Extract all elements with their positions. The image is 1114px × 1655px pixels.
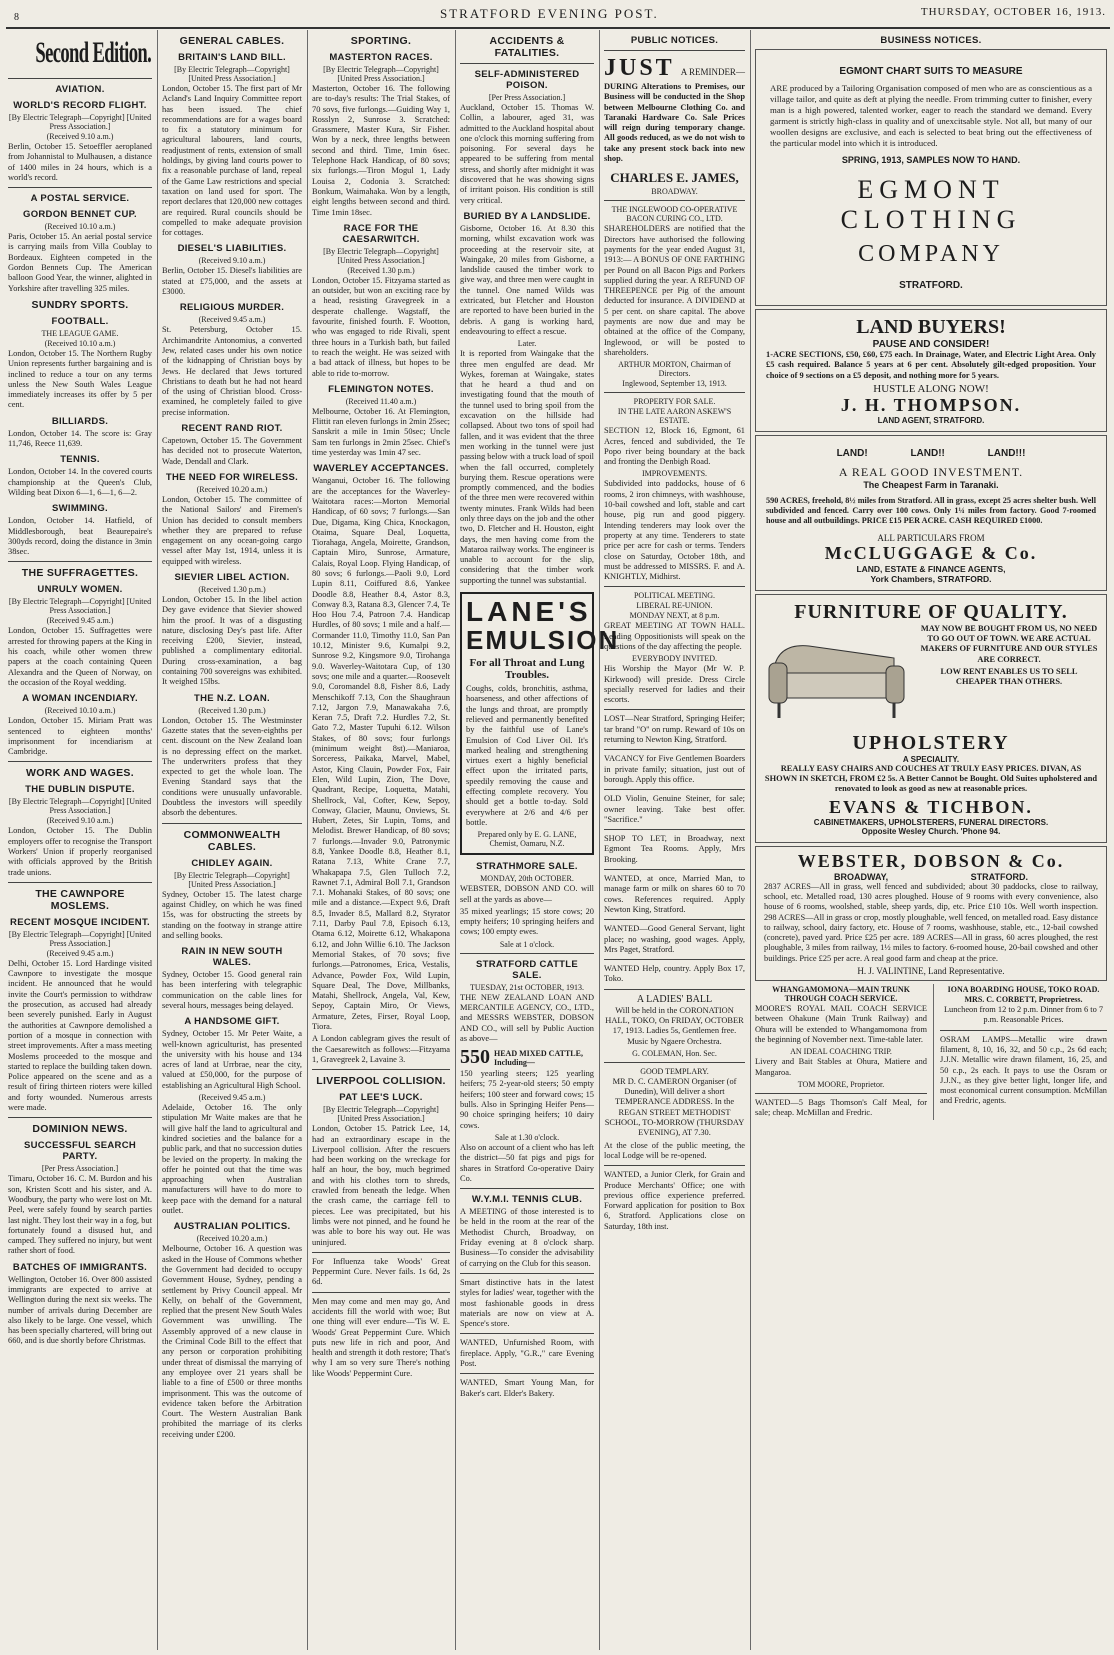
notice-heading: PROPERTY FOR SALE. [633, 397, 716, 407]
classified-ad: WANTED, at once, Married Man, to manage farm or milk on shares 60 to 70 cows. References required. Apply Newton King, Stratford. [604, 874, 745, 914]
article-body: Sydney, October 15. The latest charge against Chidley, on which he was fined 15s, was for obstructing the streets by standing on the footway in strange attire and selling books. [162, 889, 302, 940]
subheadline: FOOTBALL. [51, 315, 109, 327]
notice-heading: GOOD TEMPLARY. [640, 1066, 709, 1076]
advertiser-address: BROADWAY. [651, 187, 698, 197]
ad-address: BROADWAY, STRATFORD. [833, 871, 1028, 882]
headline: RECENT RAND RIOT. [181, 423, 283, 435]
ad-tagline: For all Throat and Lung Troubles. [469, 657, 585, 682]
column-4 [460, 30, 620, 1650]
headline: GENERAL CABLES. [179, 35, 285, 47]
notice-body: SECTION 12, Block 16, Egmont, 61 Acres, fenced and subdivided, the Te Popo river being boundary at the back and fronting the Denbigh Road. [604, 426, 745, 467]
ad-body: LOW RENT ENABLES US TO SELL CHEAPER THAN OTHERS. [940, 666, 1078, 687]
ad-body: 2837 ACRES—All in grass, well fenced and subdivided; about 30 paddocks, close to railway, school, etc. Metalled road, 130 acres ploughed. House of 9 rooms with every convenience, also house of 6 rooms, woolshed, stable, sheep yards, dip, etc. Price £10 10s. Well worth inspection. 298 ACRES—All in grass or crop, mostly ploughable, well fenced, on metalled road. Easy distance to railway, school, dairy factory, etc. House of 7 rooms, washhouse, stable, etc., 12-bail cowshed (concrete), paved yard. Price £25 per acre. 189 ACRES—All in grass, 60 acres ploughed, the rest ploughable, 3 miles from railway, 1½ miles to factory. 6-roomed house, 20-bail cowshed and other buildings. Price £25 per acre. A real good farm and cheap at the price. [764, 881, 1099, 963]
column-rule [455, 30, 456, 1650]
ad-body: Livery and Bait Stables at Ohura, Matiere and Mangaroa. [755, 1057, 927, 1077]
classified-ad: WANTED—Good General Servant, light place; no washing, good wages. Apply, Mrs Paget, Stratford. [604, 924, 745, 954]
ad-subheading: A SPECIALITY. [902, 754, 960, 764]
headline: THE N.Z. LOAN. [194, 692, 270, 704]
masthead-rule [6, 27, 1110, 29]
subheadline: WORLD'S RECORD FLIGHT. [13, 100, 147, 111]
notice-date: Inglewood, September 13, 1913. [622, 379, 727, 389]
received-line: (Received 10.20 a.m.) [196, 484, 268, 494]
article-body: THE NEW ZEALAND LOAN AND MERCANTILE AGENCY, CO., LTD., and MESSRS WEBSTER, DOBSON AND CO., will sell by Public Auction as above— [460, 992, 594, 1043]
source-line: [By Electric Telegraph—Copyright] [United Press Association.] [174, 65, 290, 83]
source-line: [By Electric Telegraph—Copyright] [United Press Association.] [323, 1105, 439, 1124]
classified-ad: SHOP TO LET, in Broadway, next Egmont Tea Rooms. Apply, Mrs Brooking. [604, 834, 745, 864]
headline: BURIED BY A LANDSLIDE. [463, 210, 591, 222]
classified-ad: WANTED Help, country. Apply Box 17, Toko. [604, 964, 745, 984]
ad-subheading: The Cheapest Farm in Taranaki. [863, 479, 999, 490]
ad-body: Luncheon from 12 to 2 p.m. Dinner from 6 to 7 p.m. Reasonable Prices. [943, 1005, 1104, 1025]
headline: A WOMAN INCENDIARY. [22, 693, 138, 705]
classified-ad: OLD Violin, Genuine Steiner, for sale; owner leaving. Take best offer. "Sacrifice." [604, 794, 745, 824]
article-body: Sydney, October 15. Good general rain has been interfering with telegraphic communication on the cable lines for several hours, messages being delayed. [162, 970, 302, 1010]
classified-ad: OSRAM LAMPS—Metallic wire drawn filament, 8, 10, 16, 32, and 50 c.p., 2s 6d each; J.J.N. Metallic wire drawn filament, 16, 25, and 50 c.p., 2s each. It pays to use the Osram or J.J.N., as they give better light, longer life, and most economical current consumption. McMillan and Fredric, agents. [940, 1034, 1107, 1106]
article-body: London, October 15. The Northern Rugby Union represents further bargaining and is inclined to reduce a tour on any terms unless the New South Wales League immediately increases its offer by 5 per cent. [8, 348, 152, 410]
ad-subheading: PAUSE AND CONSIDER! [872, 339, 990, 350]
sale-time: Sale at 1.30 o'clock. [494, 1132, 560, 1142]
source-line: [By Electric Telegraph—Copyright] [United Press Association.] [8, 597, 152, 616]
notice-signature: ARTHUR MORTON, Chairman of Directors. [618, 360, 731, 379]
article-body: WEBSTER, DOBSON AND CO. will sell at the yards as above— [460, 884, 594, 904]
column-rule [750, 30, 751, 1650]
ad-text: ALL PARTICULARS FROM [877, 532, 985, 543]
article-body: London, October 15. Patrick Lee, 14, had an extraordinary escape in the Liverpool collision. After the rescuers had been working on the wreckage for half an hour, the boy, much begrimed and with his clothes torn to shreds, crawled from beneath the ledge. When the crash came, the carriage fell to pieces. Lee was precipitated, but his limbs were not pinned, and he found he was able to bore his way out. He was uninjured. [312, 1124, 450, 1247]
received-line: (Received 1.30 p.m.) [198, 705, 266, 715]
ad-brand: McCLUGGAGE & Co. [824, 542, 1038, 563]
headline: RACE FOR THE CAESARWITCH. [342, 222, 420, 245]
article-body: Gisborne, October 16. At 8.30 this morning, whilst excavation work was proceeding at the reservoir site, at Waingake, 20 miles from Gisborne, a landslide caused the timber work to give way, and three men were caught in the tunnel. One named Wilds was extricated, but Fletcher and Houston are reported to have been buried in the debris. A gang is working hard, endeavouring to effect a rescue. [460, 223, 594, 336]
ad-subheading: AN IDEAL COACHING TRIP. [790, 1047, 892, 1057]
notice-subheading: LIBERAL RE-UNION. [636, 601, 713, 611]
page-number: 8 [14, 12, 19, 23]
article-body: Auckland, October 15. Thomas W. Collin, a labourer, aged 31, was admitted to the Auckland hospital about one o'clock this morning suffering from poisoning. For several days he appeared to be suffering from mental stress, and shortly after midnight it was discovered that he was showing signs of irritant poison. His condition is still very critical. [460, 103, 594, 205]
headline: BATCHES OF IMMIGRANTS. [12, 1261, 148, 1273]
classified-ad: WANTED, Unfurnished Room, with fireplace. Apply, "G.R.," care Evening Post. [460, 1338, 594, 1369]
notice-body: At the close of the public meeting, the local Lodge will be re-opened. [604, 1140, 745, 1160]
ad-body: 590 ACRES, freehold, 8½ miles from Stratford. All in grass, except 25 acres shelter bush. Well subdivided and fenced. Carry over 100 cows. Only 1¼ miles from factory. Good 7-roomed house and all outbuildings. PRICE £15 PER ACRE. CASH REQUIRED £1000. [766, 495, 1096, 526]
headline: SUNDRY SPORTS. [31, 298, 129, 311]
divan-sketch-icon [764, 628, 914, 728]
headline: AVIATION. [55, 84, 105, 95]
land-buyers-ad [755, 309, 1107, 432]
headline: FLEMINGTON NOTES. [328, 383, 434, 395]
subheadline: MASTERTON RACES. [329, 52, 433, 63]
article-body: Adelaide, October 16. The only stipulation Mr Waite makes are that he will give half the land to agricultural and kindred societies and the balance for a public park, and that no succession duties be levied on the property. In making the offer he pointed out that the time was approaching when Australian manufacturers will have to do more to keep pace with the demand for a natural outlet. [162, 1103, 302, 1216]
article-body: Masterton, October 16. The following are to-day's results: The Trial Stakes, of 70 sovs, five furlongs.—Guiding Way 1, Rosslyn 2, Sunrose 3. Scratched: Grassmere, Master Kura, Sir Fisher. Won by a neck, three lengths between second and third. Time, 1min 6sec. Telephone Hack Handicap, of 80 sovs; six furlongs.—Tiron Mogul 1, Lady Louisa 2, Codonia 3. Scratched: Bonkum, Waimahaka. Won by a length, eight lengths between second and third. Time 1min 18sec. [312, 84, 450, 217]
source-line: [By Electric Telegraph—Copyright] [United Press Association.] [8, 113, 152, 131]
article-body: London, October 15. The Westminster Gazette states that the seven-eighths per cent. discount on the New Zealand loan is no depressing effect on the market. The underwriters profess that they expected to get the whole loan. The Evening Standard says that the conditions were unusually unfavorable. Doubtless the investors will speedily absorb the debentures. [162, 715, 302, 818]
column-rule [307, 30, 308, 1650]
section-header: BUSINESS NOTICES. [880, 35, 982, 46]
headline: AUSTRALIAN POLITICS. [173, 1221, 291, 1233]
source-line: [Per Press Association.] [488, 93, 566, 102]
ad-product: EMULSION [466, 625, 620, 656]
subheadline: UNRULY WOMEN. [37, 584, 123, 596]
advert-verse: Men may come and men may go, And accidents fill the world with woe; But one thing will ever endure—'Tis W. E. Woods' Great Peppermint Cure. Which puts new life in rich and poor, And health and strength it doth restore; That's why I am so very sure There's nothing like Woods' Peppermint Cure. [312, 1296, 450, 1378]
headline: DOMINION NEWS. [32, 1123, 128, 1136]
column-6 [755, 30, 1107, 1650]
egmont-clothing-ad [755, 49, 1107, 306]
classified-ad: WANTED, a Junior Clerk, for Grain and Produce Merchants' Office; one with previous office experience preferred. Forward application for position to Box 6, Stratford. Applications close on Saturday, 18th inst. [604, 1170, 745, 1231]
second-edition-title: Second Edition. [35, 36, 152, 69]
ad-signature: TOM MOORE, Proprietor. [797, 1079, 885, 1089]
subheadline: SUCCESSFUL SEARCH PARTY. [23, 1140, 137, 1163]
ad-body: Coughs, colds, bronchitis, asthma, hoarseness, and other affections of the lungs and throat, are promptly relieved and permanently benefited by the faithful use of Lane's Emulsion of Cod Liver Oil. It's marked healing and strengthening virtues exert a highly beneficial effect upon the irritated parts, speedily removing the cause and effecting complete recovery. You should get a bottle to-day. Sold everywhere at 2/6 and 4/6 per bottle. [466, 684, 588, 827]
subheadline: THE LEAGUE GAME. [41, 328, 119, 338]
article-body: London, October 15. Fitzyama started as an outsider, but won an exciting race by a head, resisting Gravegreek in a desperate challenge. Wagstaff, the favourite, finished fourth. F. Wootton, who was engaged to ride Rivali, spent three hours in a Turkish bath, but failed to reach the weight. He was seized with a bad attack of illness, but hopes to be able to ride to-morrow. [312, 275, 450, 378]
furniture-ad [755, 594, 1107, 843]
headline: DIESEL'S LIABILITIES. [177, 243, 287, 255]
headline: THE NEED FOR WIRELESS. [165, 471, 299, 483]
ad-body: MAY NOW BE BOUGHT FROM US, NO NEED TO GO OUT OF TOWN. WE ARE ACTUAL MAKERS OF FURNITURE AND OUR STYLES ARE CORRECT. [920, 623, 1098, 664]
column-rule [157, 30, 158, 1650]
cattle-count: 550 [460, 1046, 490, 1069]
article-body: London, October 15. Miriam Pratt was sentenced to eighteen months' imprisonment for incendiarism at Cambridge. [8, 716, 152, 757]
headline: A HANDSOME GIFT. [184, 1016, 280, 1028]
article-body: London, October 15. The committee of the National Sailors' and Firemen's Union has decided to consult members whether they are prepared to refuse engagement on any ocean-going cargo vessel after May 1st, 1914, unless it is equipped with wireless. [162, 494, 302, 566]
sale-date: MONDAY, 20th OCTOBER. [480, 874, 574, 884]
article-body: Berlin, October 15. Diesel's liabilities are stated at £75,000, and the assets at £3000. [162, 266, 302, 297]
notice-heading: POLITICAL MEETING. [633, 591, 716, 601]
sale-items: 150 yearling steers; 125 yearling heifers; 75 2-year-old steers; 50 empty heifers; 100 steer and forward cows; 15 bulls. Also in Springing Heifer Pens—90 choice springing heifers; 10 dairy cows. [460, 1069, 594, 1130]
article-body: Delhi, October 15. Lord Hardinge visited Cawnpore to investigate the mosque incident. He announced that he would invite the Court's permission to withdraw the prosecution, as accused had already been severely punished. Early in August the authorities at Cawnpore demolished a portion of a mosque in connection with street improvements. After a mass meeting Moslems proceeded to the mosque and started to replace the building taken down. Police appeared on the scene and as a result of firing thirteen rioters were killed and forty wounded. Numerous arrests were made. [8, 958, 152, 1113]
ad-address: Opposite Wesley Church. 'Phone 94. [861, 826, 1001, 836]
ad-body: ARE produced by a Tailoring Organisation composed of men who are as conscientious as a village tailor, and quite as deft at plying the needle. From trimming cutter to finisher, every man is a high powered, talented worker, eager to reach the standard we demand. Every garment is strictly high-class in quality and of unexcitsable style. Not all, but many of our woollen designs are exclusive, and each is selected to beat bring out the effectiveness of the particular model into which it is introduced. [770, 83, 1092, 148]
headline: A POSTAL SERVICE. [30, 193, 130, 205]
headline: THE SUFFRAGETTES. [21, 567, 139, 580]
received-line: (Received 11.40 a.m.) [345, 396, 417, 406]
article-body: It is reported from Waingake that the three men engulfed are dead. Mr Wykes, foreman at Waingake, states that he heard a thud and on investigating found that the mouth of the tunnel used to bring spoil from the excavation on the hillside had collapsed. About two tons of spoil had fallen, and it was evident that the three men working in the tunnel were just passing below with a truck load of spoil when the fall occurred, completely burying them. Rescue operations were promptly commenced, and the bodies of the three men were recovered within twenty minutes. Frank Wilds had been only three days on the job and the other two, D. Fletcher and H. Houston, eight days, the men having come from the Mataroa railway works. The engineer is unable to account for the slip, considering that the timber work supporting the tunnel was substantial. [460, 349, 594, 585]
subheadline: GORDON BENNET CUP. [23, 209, 137, 221]
ad-subheading: LAND, ESTATE & FINANCE AGENTS, [856, 563, 1006, 574]
classified-ad: LOST—Near Stratford, Springing Heifer; tar brand "O" on rump. Reward of 10s on returning to Newton King, Stratford. [604, 714, 745, 745]
headline: WAVERLEY ACCEPTANCES. [313, 463, 449, 475]
ad-address: STRATFORD. [899, 280, 963, 291]
received-line: (Received 10.10 a.m.) [44, 338, 116, 348]
notice-body: DURING Alterations to Premises, our Business will be conducted in the Shop between Melbourne Clothing Co. and Taranaki Hardware Co. Sale Prices will reign during temporary change. All goods reduced, as we do not wish to take any present stock back into new shop. [604, 82, 745, 164]
headline: W.Y.M.I. TENNIS CLUB. [471, 1194, 583, 1206]
masthead [0, 0, 1114, 26]
article-body: Melbourne, October 16. A question was asked in the House of Commons whether the Government had decided to occupy Government House, Sydney, pending a settlement by Privy Council appeal. Mr Kelly, on behalf of the Government, replied that the present New South Wales Government was unwilling. The Assembly approved of a new clause in the Criminal Code Bill to the effect that any person or corporation prohibiting under threat of dismissal the marrying of any employee over 21 years shall be liable to a fine of £500 or three months imprisonment. This was the outcome of evidence taken before the Arbitration Court. The Western Australian Bank prohibited the marriage of its clerks receiving under £200. [162, 1244, 302, 1439]
headline: WORK AND WAGES. [26, 767, 134, 780]
ad-heading: FURNITURE OF QUALITY. [794, 600, 1068, 623]
article-body: Paris, October 15. An aerial postal service is carrying mails from Villa Coublay to Bordeaux. Eighteen competed in the Gordon Bennets Cup. The American balloon Good Year, the winner, alighted in Yorkshire after travelling 325 miles. [8, 232, 152, 293]
article-body: London, October 15. The Dublin employers offer to recognise the Transport Workers' Union if properly reorganised with officials approved by the British trade unions. [8, 826, 152, 877]
notice-subheading: IN THE LATE AARON ASKEW'S ESTATE. [617, 407, 732, 426]
ad-subheading: CABINETMAKERS, UPHOLSTERERS, FUNERAL DIRECTORS. [813, 817, 1049, 827]
coach-service-ad [755, 984, 927, 1120]
column-3 [312, 30, 450, 1650]
article-body: London, October 14. In the covered courts championship at the Queen's Club, Wilding beat Dixon 6—1, 6—1, 6—2. [8, 467, 152, 497]
article-body: Berlin, October 15. Setoeffler aeroplaned from Johannistal to Mulhausen, a distance of 1400 miles in 24 hours, which is a world's record. [8, 142, 152, 182]
notice-subheading: EVERYBODY INVITED. [631, 654, 718, 664]
ad-body: MOORE'S ROYAL MAIL COACH SERVICE between Ohakune (Main Trunk Railway) and Ohura will be extended to Whangamomona from the beginning of November next. Time-table later. [755, 1004, 927, 1044]
received-line: (Received 10.20 a.m.) [196, 1234, 268, 1244]
article-body: Wanganui, October 16. The following are the acceptances for the Waverley-Waitotara races:—Morton Memorial Handicap, of 60 sovs; 7 furlongs.—San Due, Digama, King Chica, Knockagon, Otaima, Square Deal, Loquetta, Tiorahaga, Angela, Moirette, Grandson, Captain Miro, Sunrose, Armature, Calais, Royal Loop. Flying Handicap, of 80 sovs; 6 furlongs.—Paoli 9.0, Lord Lupin 8.11, Coiffured 8.6, Yankee Doodle 8.8, Heather 8.4, Astor 8.3, Conway 8.3, Ratana 8.3, Glencer 7.4, Te Hoo Hou 7.4, Patroon 7.4. Handicap Hurdles, of 80 sovs; 1 mile and a half.—Cormander 11.0, Timothy 11.0, San Pan 10.12, Minister 9.6, Kumalpi 9.2, Sunrose 9.2, Kingsmore 9.0, Tirohanga 9.0. Waverley-Waitotara Cup, of 130 sovs; one mile and a quarter.—Roosevelt 9.0, Coromandel 8.8, Fisher 8.6, Lady Menschikoff 7.13, Con the Shaughraun 7.12, Jargon 7.9, Manawakaha 7.6, Keran 7.5, Draft 7.2. Hurdles 7.2, St. Gato 7.2, Master Tupuhi 6.12. Wilson Stakes, of 80 sovs; four furlongs (minimum weight 8st).—Maniaroa, Sorceress, Paikaka, Marvel, Mabel, Astor, King Clauin, Powder Fox, Fair Elen, Wild Lupin, Zion, The Dove, Quadrant, Recipe, Loquetta, Matahi, Shellrock, Val, Cofter, Kew, Sepoy, Conway, Glacier, Maunu, Onviews, St. Hubert, Zetes, Sir Lupin, Toms, and Melodist. Brewer Handicap, of 80 sovs; 7 furlongs.—Invader 9.0, Patronymic 8.8, Yankee Doodle 8.8, Heather 8.1, Ratana 7.13, White Crane 7.7, Whakapapa 7.5, Glen Tulloch 7.2, Rawnet 7.1, Admiral Boll 7.1, Grandson 7.1. Mohanaki Stakes, of 80 sovs; one mile and a distance.—Expect 9.6, Draft 8.5, Invader 8.5, Mallard 8.2, Styrator 7.11, Darby Paul 7.8, Episoch 6.13, Otama 6.12, Moirette 6.12, Whakapona 6.12, and John Willie 6.10. The Jackson Memorial Stakes, of 70 sovs; five furlongs.—Patronomes, Erica, Vestalis, Advance, Powder Fox, Wild Lupin, Square Deal, The Dove, Millbanks, Matahi, Shellrock, Angela, Val, Kew, Sepoy, Captain Miro, Or Views, Armature, Zetes, Firser, Royal Loop, Tiora. [312, 476, 450, 1032]
ad-brand: WEBSTER, DOBSON & Co. [797, 850, 1065, 871]
article-body: London, October 15. The first part of Mr Acland's Land Inquiry Committee report has been issued. The chief recommendations are for a wages board to fix a statutory minimum for agricultural labourers, land courts, readjustment of rents, extension of small holdings, by giving land courts power to fix a reasonable purchase of land, repeal of the Game Law restrictions and special taxation on land used for sport. The report declares that 120,000 new cottages are required. Rural councils should be compelled to make adequate provision for cottages. [162, 84, 302, 238]
classified-ad: WANTED, Smart Young Man, for Baker's cart. Elder's Bakery. [460, 1378, 594, 1398]
ad-subheading: A REAL GOOD INVESTMENT. [838, 464, 1024, 479]
article-body: Melbourne, October 16. At Flemington, Flittit ran eleven furlongs in 2min 25sec; Sanskrit a mile in 1min 50sec; Uncle Sam ten furlongs in 2min 25sec. Chief's time yesterday was 1min 47 sec. [312, 406, 450, 458]
lanes-emulsion-ad [460, 592, 620, 855]
sale-items: 35 mixed yearlings; 15 store cows; 20 empty heifers; 10 springing heifers and cows; 100 empty ewes. [460, 906, 594, 937]
column-5 [604, 30, 745, 1650]
classified-ad: VACANCY for Five Gentlemen Boarders in private family; situation, just out of borough. Apply this office. [604, 754, 745, 784]
subheadline: BILLIARDS. [51, 415, 109, 427]
webster-dobson-ad [755, 846, 1107, 981]
notice-body: GREAT MEETING AT TOWN HALL. Leading Oppositionists will speak on the questions of the day affecting the people. [604, 621, 745, 651]
ad-brand: LANE'S [466, 596, 592, 628]
ad-body: REALLY EASY CHAIRS AND COUCHES AT TRULY EASY PRICES. DIVAN, AS SHOWN IN SKETCH, FROM £2 5s. A Better Cannot be Bought. Old Suites upholstered and renovated to look as good as new at reasonable prices. [764, 763, 1098, 794]
issue-date: THURSDAY, OCTOBER 16, 1913. [920, 6, 1106, 18]
headline: SIEVIER LIBEL ACTION. [174, 571, 290, 583]
ad-brand: UPHOLSTERY [852, 731, 1010, 754]
headline: COMMONWEALTH CABLES. [183, 828, 281, 853]
headline: RAIN IN NEW SOUTH WALES. [181, 946, 283, 969]
article-body: London, October 15. Suffragettes were arrested for throwing papers at the King in his coach, while other women threw papers at the coach containing Queen Alexandra and the Queen of Norway, on the occasion of the Royal wedding. [8, 626, 152, 687]
source-line: [By Electric Telegraph—Copyright] [United Press Association.] [8, 797, 152, 816]
ad-brand: EGMONT CLOTHING [840, 175, 1022, 234]
headline: LIVERPOOL COLLISION. [316, 1075, 446, 1088]
article-body: A London cablegram gives the result of the Caesarewitch as follows:—Fitzyama 1, Gravegreek 2, Lavaine 3. [312, 1034, 450, 1064]
subheadline: RECENT MOSQUE INCIDENT. [10, 916, 150, 928]
advertiser-name: CHARLES E. JAMES, [610, 170, 739, 186]
article-body: Sydney, October 15. Mr Peter Waite, a well-known agriculturist, has presented the university with his house and 134 acres of land at Urrbrae, near the city, valued at £50,000, for the purpose of establishing an Agricultural High School. [162, 1029, 302, 1090]
source-line: [By Electric Telegraph—Copyright] [United Press Association.] [323, 246, 439, 265]
advert-text: For Influenza take Woods' Great Peppermint Cure. Never fails. 1s 6d, 2s 6d. [312, 1256, 450, 1287]
classified-ad: WANTED—5 Bags Thomson's Calf Meal, for sale; cheap. McMillan and Fredric. [755, 1097, 927, 1118]
ad-brand: J. H. THOMPSON. [840, 394, 1022, 415]
subheadline: CHIDLEY AGAIN. [191, 857, 273, 869]
sale-date: TUESDAY, 21st OCTOBER, 1913. [469, 982, 585, 992]
received-line: (Received 9.45 a.m.) [46, 948, 114, 958]
article-body: Capetown, October 15. The Government has decided not to prosecute Waterton, Wade, Dendall and Clark. [162, 436, 302, 466]
source-line: [By Electric Telegraph—Copyright] [United Press Association.] [323, 65, 439, 83]
article-body: St. Petersburg, October 15. Archimandrite Antonomius, a converted Jew, related cases under his own notice of the kidnapping of Christian boys by Jews. He declared that Jews tortured Christians to death but he had not heard of the using of Christian blood. Cross-examined, he completely failed to give precise information. [162, 325, 302, 417]
received-line: (Received 9.45 a.m.) [198, 1093, 266, 1103]
received-line: (Received 10.10 a.m.) [44, 706, 116, 716]
source-line: [By Electric Telegraph—Copyright] [United Press Association.] [174, 870, 290, 889]
received-line: (Received 9.10 a.m.) [46, 132, 114, 141]
headline: THE CAWNPORE MOSLEMS. [35, 887, 125, 912]
headline: STRATHMORE SALE. [476, 861, 578, 873]
section-header: ACCIDENTS & FATALITIES. [489, 35, 565, 59]
article-body: Timaru, October 16. C. M. Burdon and his son, Kristen Scott and his sister, and A. Woodbury, the party who were lost on Mt. Peel, were safely found by search parties last night. They lost their way in a fog, but fortunately found a disused hut, and camped. They suffered no injury, but went rather short of food. [8, 1174, 152, 1256]
notice-heading: THE INGLEWOOD CO-OPERATIVE BACON CURING CO., LTD. [611, 205, 738, 224]
headline: STRATFORD CATTLE SALE. [475, 958, 579, 981]
ad-heading: EGMONT CHART SUITS TO MEASURE [839, 66, 1023, 77]
ad-subheading: MRS. C. CORBETT, Proprietress. [964, 995, 1083, 1005]
received-line: (Received 9.45 a.m.) [46, 616, 114, 626]
ad-brand: COMPANY [858, 241, 1004, 267]
received-line: (Received 10.10 a.m.) [44, 222, 116, 232]
source-line: [By Electric Telegraph—Copyright] [United Press Association.] [8, 929, 152, 948]
article-body: A MEETING of those interested is to be held in the room at the rear of the Methodist Church, Broadway, on Friday evening at 8 o'clock sharp. Business—To consider the advisability of carrying on the Club for this season. [460, 1207, 594, 1268]
ad-heading: LAND! LAND!! LAND!!! [836, 447, 1026, 459]
ad-subheading: SPRING, 1913, SAMPLES NOW TO HAND. [841, 155, 1021, 165]
column-2 [162, 30, 302, 1650]
subheadline: TENNIS. [60, 454, 100, 466]
column-rule [599, 30, 600, 1650]
notice-body: Subdivided into paddocks, house of 6 rooms, 2 iron chimneys, with washhouse, 10-bail cowshed and loft, stable and cart house, pig run and good piggery. Intending tenderers may look over the property at any time. Tenderers to state price per acre for cash or terms. Tenders close on Saturday, October 18th, and must be addressed to MISSRS. F. and A. KNIGHTLY, Midhirst. [604, 479, 745, 582]
headline: RELIGIOUS MURDER. [179, 302, 285, 314]
headline: SPORTING. [350, 35, 412, 47]
subheadline: BRITAIN'S LAND BILL. [178, 52, 286, 63]
article-body: London, October 14. Hatfield, of Middlesborough, beat Beaurepaire's 300yds record, doing the distance in 3min 38sec. [8, 516, 152, 557]
notice-signature: G. COLEMAN, Hon. Sec. [632, 1048, 717, 1058]
notice-body: Will be held in the CORONATION HALL, TOKO, On FRIDAY, OCTOBER 17, 1913. Ladies 5s, Gentlemen free. Music by Ngaere Orchestra. [605, 1005, 744, 1046]
iona-boarding-ad [940, 984, 1107, 1120]
land-investment-ad [755, 435, 1107, 591]
source-line: [Per Press Association.] [41, 1164, 119, 1174]
sale-time: Sale at 1 o'clock. [499, 939, 555, 949]
ad-heading: IONA BOARDING HOUSE, TOKO ROAD. [947, 985, 1100, 995]
notice-body: MR D. C. CAMERON Organiser (of Dunedin), Will deliver a short TEMPERANCE ADDRESS. In the REGAN STREET METHODIST SCHOOL, TO-MORROW (THURSDAY EVENING), AT 7.30. [604, 1076, 745, 1138]
received-line: (Received 9.10 a.m.) [198, 256, 266, 266]
ad-body: 1-ACRE SECTIONS, £50, £60, £75 each. In Drainage, Water, and Electric Light Area. Only £5 cash required. Balance 5 years at 6 per cent. Absolutely gilt-edged proposition. Your choice of 9 sections on a £5 deposit, and nothing more for 5 years. [766, 350, 1096, 380]
received-line: (Received 9.45 a.m.) [198, 315, 266, 325]
ad-heading: WHANGAMOMONA—MAIN TRUNK THROUGH COACH SERVICE. [772, 985, 910, 1004]
notice-body: SHAREHOLDERS are notified that the Directors have authorised the following payments for the year ended August 31, 1913:— A BONUS OF ONE FARTHING per Pound on all Bacon Pigs and Porkers supplied during the year. A REFUND OF THREEPENCE per Pig of the amount deducted for insurance. A DIVIDEND at 5 per cent. on share capital. The above payments are now due and may be obtained at the office of the Company, Inglewood, or will be posted to shareholders. [604, 224, 745, 357]
notice-heading: A LADIES' BALL [636, 993, 713, 1005]
newspaper-title: STRATFORD EVENING POST. [440, 6, 659, 21]
column-1 [8, 30, 152, 1650]
subheadline: PAT LEE'S LUCK. [339, 1092, 423, 1104]
subheadline: SWIMMING. [52, 503, 108, 515]
section-header: PUBLIC NOTICES. [630, 35, 719, 46]
article-body: London, October 14. The score is: Gray 11,746, Reece 11,639. [8, 428, 152, 449]
ad-heading: LAND BUYERS! [856, 316, 1006, 338]
received-line: (Received 1.30 p.m.) [198, 584, 266, 594]
just-title: JUST [604, 55, 675, 81]
just-reminder: A REMINDER— [680, 67, 745, 77]
notice-date: MONDAY NEXT, at 8 p.m. [629, 611, 720, 621]
ad-address: York Chambers, STRATFORD. [870, 573, 992, 584]
ad-maker: Prepared only by E. G. LANE, Chemist, Oamaru, N.Z. [477, 830, 577, 849]
article-body: London, October 15. In the libel action Dey gave evidence that Sievier showed him the proof. It was of a disgusting nature, disclosing Dey's past life. After receiving £200, Sievier, instead, published a complimentary editorial. During cross-examination, a bag containing 700 sovereigns was exhibited. It weighed 15lbs. [162, 594, 302, 687]
notice-body: His Worship the Mayor (Mr W. P. Kirkwood) will preside. Dress Circle specially reserved for ladies and their escorts. [604, 664, 745, 705]
received-line: (Received 9.10 a.m.) [46, 816, 114, 826]
later-line: Later. [517, 339, 537, 349]
headline: SELF-ADMINISTERED POISON. [474, 69, 580, 91]
ad-slogan: HUSTLE ALONG NOW! [873, 382, 989, 395]
cattle-head: HEAD MIXED CATTLE, Including— [494, 1048, 583, 1067]
received-line: (Received 1.30 p.m.) [347, 265, 415, 275]
subheadline: THE DUBLIN DISPUTE. [25, 784, 135, 796]
ad-address: LAND AGENT, STRATFORD. [877, 415, 985, 425]
ad-signature: H. J. VALINTINE, Land Representative. [857, 966, 1005, 977]
ad-brand: EVANS & TICHBON. [829, 796, 1033, 817]
article-body: Also on account of a client who has left the district—50 fat pigs and pigs for shares in Stratford Co-operative Dairy Co. [460, 1142, 594, 1183]
article-body: Wellington, October 16. Over 800 assisted immigrants are expected to arrive at Wellington during the next six weeks. The number of arrivals during December are also likely to be large. One vessel, which has been specially chartered, will bring out 660, and is due shortly before Christmas. [8, 1274, 152, 1346]
advert-text: Smart distinctive hats in the latest styles for ladies' wear, together with the most fashionable goods in dress materials are now on view at A. Spence's store. [460, 1277, 594, 1329]
notice-subheading: IMPROVEMENTS. [641, 469, 708, 479]
